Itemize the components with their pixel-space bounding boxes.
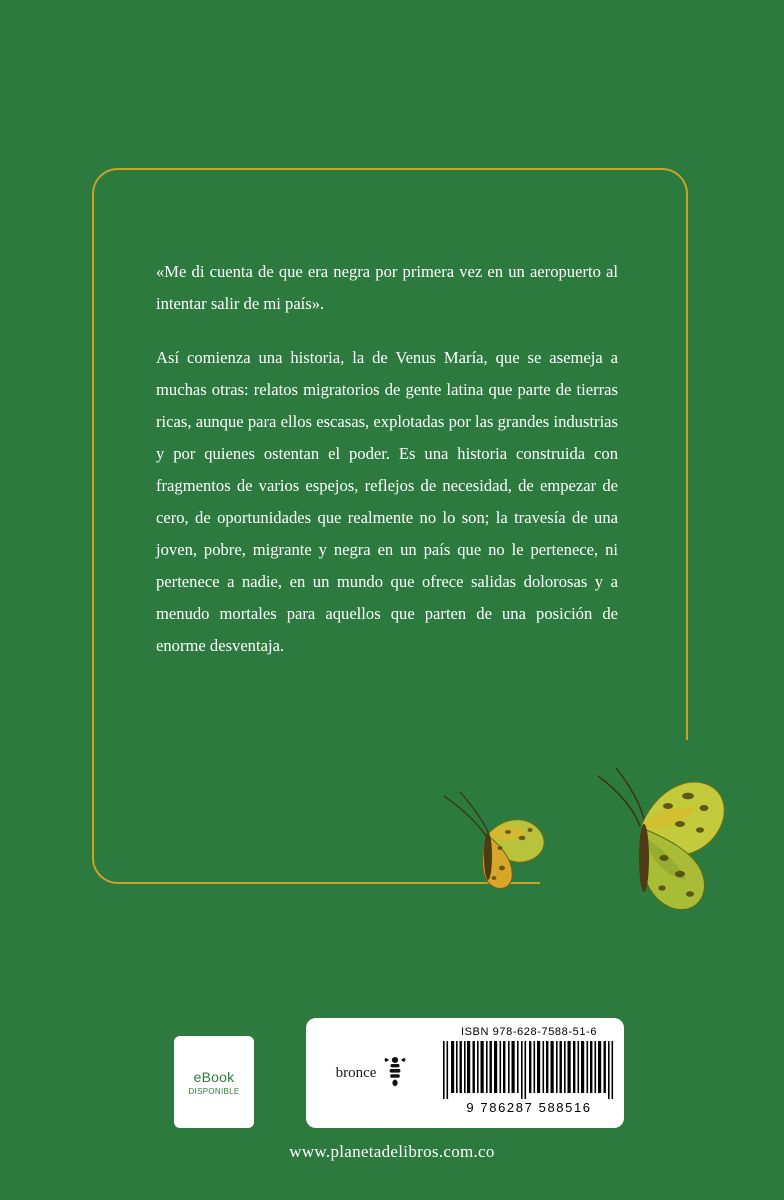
butterfly-icon-small (430, 790, 560, 900)
butterfly-icon-large (592, 762, 742, 942)
publisher-logo (306, 1018, 438, 1128)
ebook-badge-title: eBook (193, 1068, 235, 1085)
barcode-bars (440, 1041, 618, 1099)
blurb-paragraph-quote: «Me di cuenta de que era negra por primera vez en un aeropuerto al intentar salir de mi país». (156, 262, 618, 314)
blurb-text (156, 256, 618, 662)
blurb-paragraph-body: Así comienza una historia, la de Venus María, que se asemeja a muchas otras: relatos migratorios de gente latina que parte de tierras ricas, aunque para ellos escasas, explotadas por las grandes industrias y por quienes ostentan el poder. Es una historia construida con fragmentos de varios espejos, reflejos de necesidad, de empezar de cero, de oportunidades que realmente no lo son; la travesía de una joven, pobre, migrante y negra en un país que no le pertenece, ni pertenece a nadie, en un mundo que ofrece salidas dolorosas y a menudo mortales para aquellos que parten de una posición de enorme desventaja. (156, 348, 618, 656)
isbn-label: ISBN 978-628-7588-51-6 (460, 1026, 598, 1038)
isbn-barcode-block (306, 1018, 624, 1128)
ean-digits: 9 786287 588516 (466, 1100, 592, 1115)
bee-icon (382, 1054, 408, 1093)
publisher-website[interactable]: www.planetadelibros.com.co (289, 1142, 495, 1161)
ebook-badge (174, 1036, 254, 1128)
ebook-badge-subtitle: DISPONIBLE (188, 1086, 240, 1096)
publisher-name: bronce (335, 1064, 377, 1081)
barcode (440, 1026, 618, 1122)
